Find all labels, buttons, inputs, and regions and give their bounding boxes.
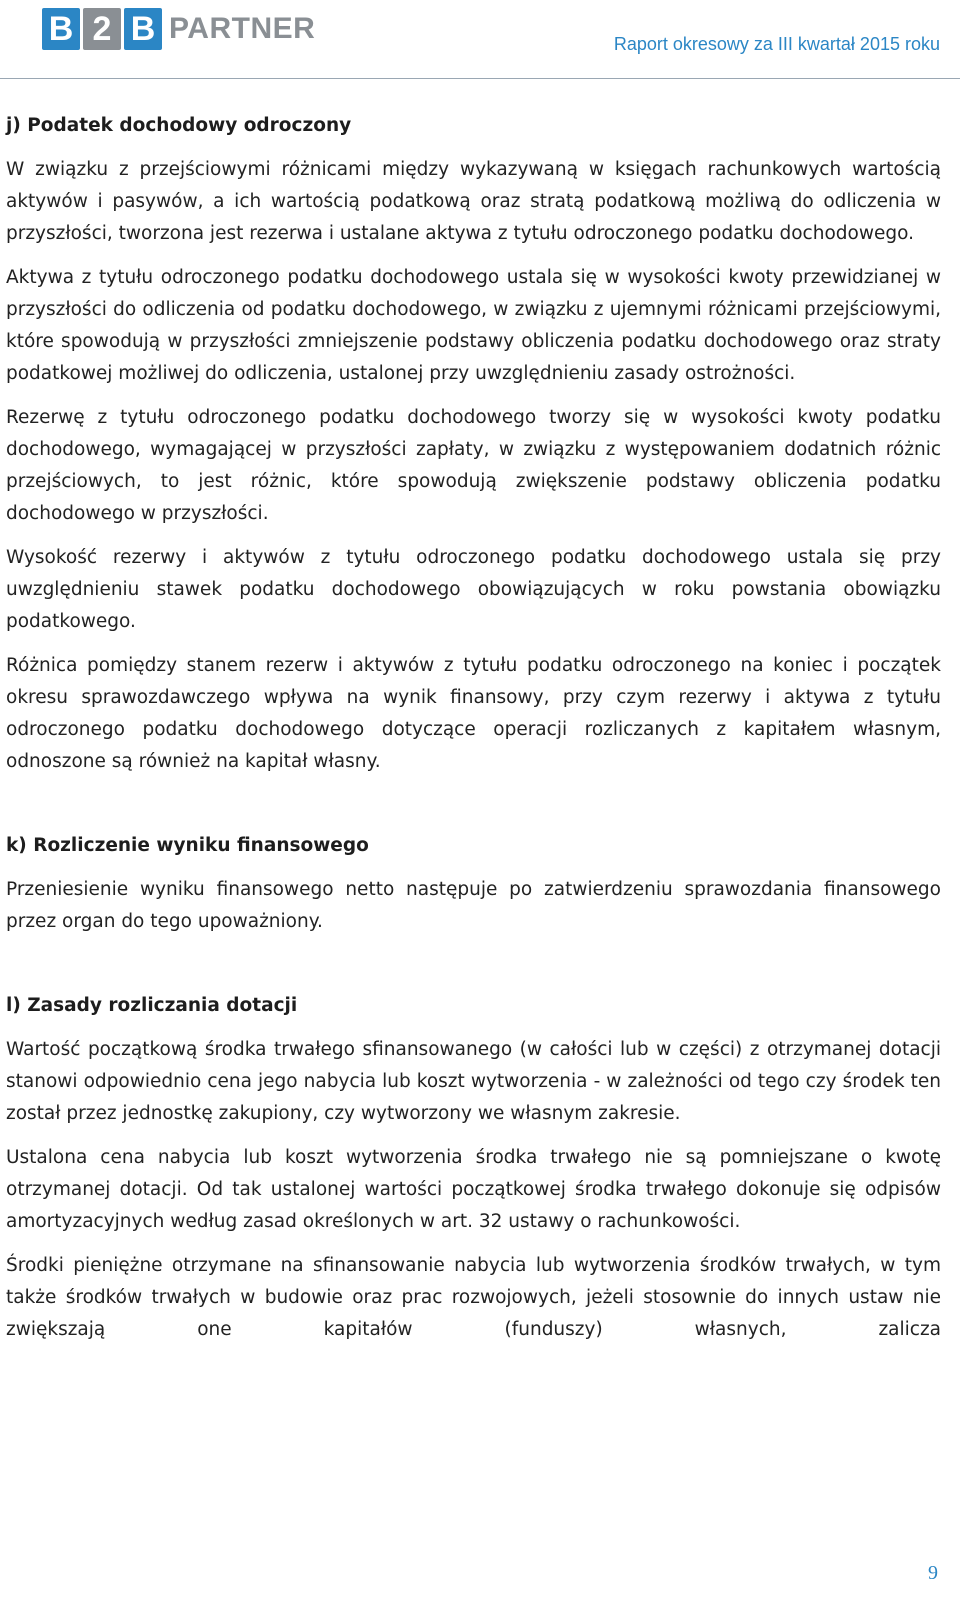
section-l-paragraph-1: Wartość początkową środka trwałego sfinansowanego (w całości lub w części) z otrzymanej dotacji stanowi odpowiednio cena jego nabycia lub koszt wytworzenia - w zależności od tego czy środek ten został przez jednostkę zakupiony, czy wytworzony we własnym zakresie. — [6, 1039, 941, 1124]
section-j-title: j) Podatek dochodowy odroczony — [6, 115, 352, 136]
section-k-paragraph-1: Przeniesienie wyniku finansowego netto następuje po zatwierdzeniu sprawozdania finansowego przez organ do tego upoważniony. — [6, 879, 941, 932]
document-body — [6, 112, 941, 1358]
logo-word: PARTNER — [169, 12, 316, 45]
section-j-paragraph-1: W związku z przejściowymi różnicami między wykazywaną w księgach rachunkowych wartością aktywów i pasywów, a ich wartością podatkową oraz stratą podatkową możliwą do odliczenia w przyszłości, tworzona jest rezerwa i ustalane aktywa z tytułu odroczonego podatku dochodowego. — [6, 159, 941, 244]
section-j-paragraph-4: Wysokość rezerwy i aktywów z tytułu odroczonego podatku dochodowego ustala się przy uwzględnieniu stawek podatku dochodowego obowiązujących w roku powstania obowiązku podatkowego. — [6, 547, 941, 632]
section-spacer — [6, 950, 941, 992]
section-l-title: l) Zasady rozliczania dotacji — [6, 995, 298, 1016]
report-title: Raport okresowy za III kwartał 2015 roku — [613, 34, 940, 54]
section-j-paragraph-2: Aktywa z tytułu odroczonego podatku dochodowego ustala się w wysokości kwoty przewidzianej w przyszłości do odliczenia od podatku dochodowego, w związku z ujemnymi różnicami przejściowymi, które spowodują w przyszłości zmniejszenie podstawy obliczenia podatku dochodowego oraz straty podatkowej możliwej do odliczenia, ustalonej przy uwzględnieniu zasady ostrożności. — [6, 267, 941, 384]
section-k-title: k) Rozliczenie wyniku finansowego — [6, 835, 369, 856]
section-spacer — [6, 790, 941, 832]
section-l-paragraph-3: Środki pieniężne otrzymane na sfinansowanie nabycia lub wytworzenia środków trwałych, w tym także środków trwałych w budowie oraz prac rozwojowych, jeżeli stosownie do innych ustaw nie zwiększają one kapitałów (funduszy) własnych, zalicza — [6, 1255, 941, 1340]
page-header — [0, 0, 960, 80]
section-j-paragraph-3: Rezerwę z tytułu odroczonego podatku dochodowego tworzy się w wysokości kwoty podatku dochodowego, wymagającej w przyszłości zapłaty, w związku z występowaniem dodatnich różnic przejściowych, to jest różnic, które spowodują zwiększenie podstawy obliczenia podatku dochodowego w przyszłości. — [6, 407, 941, 524]
section-j-paragraph-5: Różnica pomiędzy stanem rezerw i aktywów z tytułu podatku odroczonego na koniec i początek okresu sprawozdawczego wpływa na wynik finansowy, przy czym rezerwy i aktywa z tytułu odroczonego podatku dochodowego dotyczące operacji rozliczanych z kapitałem własnym, odnoszone są również na kapitał własny. — [6, 655, 941, 772]
page-number: 9 — [928, 1562, 938, 1584]
logo-box-2: 2 — [83, 8, 121, 50]
b2bpartner-logo — [42, 8, 315, 50]
logo-box-b2: B — [124, 8, 162, 50]
header-divider — [0, 78, 960, 79]
logo-box-b1: B — [42, 8, 80, 50]
section-l-paragraph-2: Ustalona cena nabycia lub koszt wytworzenia środka trwałego nie są pomniejszane o kwotę otrzymanej dotacji. Od tak ustalonej wartości początkowej środka trwałego dokonuje się odpisów amortyzacyjnych według zasad określonych w art. 32 ustawy o rachunkowości. — [6, 1147, 941, 1232]
